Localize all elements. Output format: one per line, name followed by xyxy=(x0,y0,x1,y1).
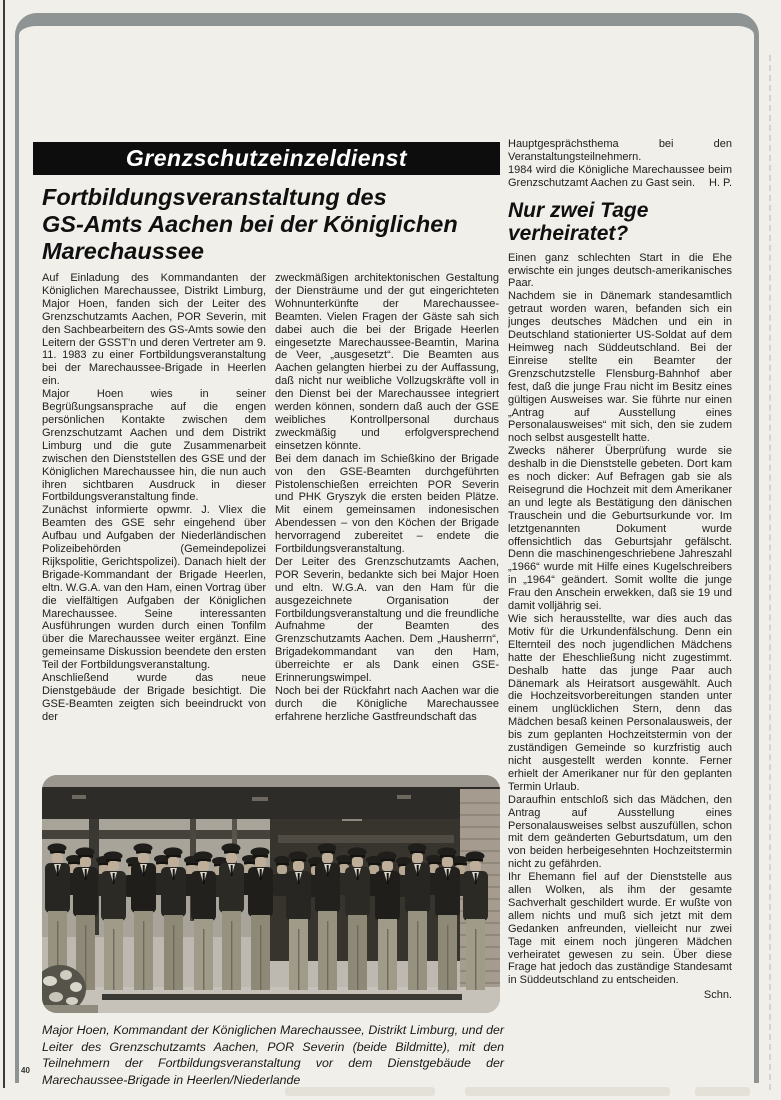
scan-smudge xyxy=(465,1087,670,1096)
section-banner xyxy=(33,142,500,175)
paragraph: Zwecks näherer Überprüfung wurde sie deshalb in die Dienststelle gebeten. Dort kam es noch dicker: Auf Befragen gab sie als Reisegrund die Hochzeit mit dem Amerikaner an und legte als Bestätigung den dänischen Trauschein und die Geburtsurkunde vor. Im letztgenannten Dokument wurde offensichtlich das Geburtsjahr gefälscht. Denn die maschinengeschriebene Jahreszahl „1966“ wurde mit Hilfe eines Kugelschreibers in „1964“ geändert. Somit wollte die junge Frau den Anschein erwekken, daß sie 19 und damit volljährig sei. xyxy=(508,445,732,613)
paragraph: Auf Einladung des Kommandanten der Königlichen Marechaussee, Distrikt Limburg, Major Hoen, fanden sich der Leiter des Grenzschutzamts Aachen, POR Severin, mit den Sachbearbeitern des GS-Amts sowie den Leitern der GSST'n und deren Vertreter am 9. 11. 1983 zu einer Fortbildungsveranstaltung bei der Marechaussee-Brigade in Heerlen ein. xyxy=(42,272,266,388)
article2-byline: Schn. xyxy=(703,989,732,1002)
paragraph: Hauptgesprächsthema bei den Veranstaltungsteilnehmern. xyxy=(508,138,732,163)
body-column-3 xyxy=(508,138,732,1088)
paragraph: Major Hoen wies in seiner Begrüßungsansprache auf die engen persönlichen Kontakte zwischen dem Grenzschutzamt Aachen und dem Distrikt Limburg und die gute Zusammenarbeit zwischen den Dienststellen des GSE und der Königlichen Marechaussee hin, die nun auch ihren sichtbaren Ausdruck in dieser Fortbildungsveranstaltung finde. xyxy=(42,388,266,504)
paragraph: Anschließend wurde das neue Dienstgebäude der Brigade besichtigt. Die GSE-Beamten zeigten sich beeindruckt von der xyxy=(42,672,266,723)
article2-title-line: verheiratet? xyxy=(508,221,629,245)
group-photo xyxy=(42,775,500,1013)
article2-title-line: Nur zwei Tage xyxy=(508,198,649,222)
scan-smudge xyxy=(695,1087,750,1096)
paragraph: Nachdem sie in Dänemark standesamtlich getraut worden waren, befanden sich ein junges deutsches Mädchen und ein in Deutschland stationierter US-Soldat auf dem Heimweg nach Süddeutschland. Bei der Einreise stellte ein Beamter der Grenzschutzstelle Flensburg-Bahnhof aber fest, daß die junge Frau nicht im Besitz eines gültigen Ausweises war. Sie führte nur einen „Antrag auf Ausstellung eines Personalausweises“ mit sich, den sie zudem noch selbst ausgestellt hatte. xyxy=(508,290,732,445)
paragraph: Bei dem danach im Schießkino der Brigade von den GSE-Beamten durchgeführten Pistolenschießen erreichten POR Severin und PHK Gryszyk die ersten beiden Plätze. Mit einem gemeinsamen indonesischen Abendessen – von den Köchen der Brigade hervorragend zubereitet – endete die Fortbildungsveranstaltung. xyxy=(275,452,499,556)
page-edge-line xyxy=(3,0,5,1088)
article1-byline: H. P. xyxy=(708,176,732,189)
page-number: 40 xyxy=(21,1066,30,1075)
body-column-2 xyxy=(275,272,499,772)
paragraph: Daraufhin entschloß sich das Mädchen, den Antrag auf Ausstellung eines Personalausweises selbst auszufüllen, schon mit dem geänderten Geburtsdatum, um den von beiden herbeigesehnten Hochzeitstermin nicht zu gefährden. xyxy=(508,793,732,871)
article1-title xyxy=(42,184,514,265)
body-column-1 xyxy=(42,272,266,772)
scan-smudge xyxy=(285,1087,435,1096)
photo-caption: Major Hoen, Kommandant der Königlichen Marechaussee, Distrikt Limburg, und der Leiter des Grenzschutzamts Aachen, POR Severin (beide Bildmitte), mit den Teilnehmern der Fortbildungsveranstaltung vor dem Dienstgebäude der Marechaussee-Brigade in Heerlen/Niederlande xyxy=(42,1023,504,1087)
article2-title xyxy=(508,199,732,245)
scan-artifact-dots xyxy=(769,55,771,1090)
paragraph: zweckmäßigen architektonischen Gestaltung der Diensträume und der gut eingerichteten Wohnunterkünfte der Marechaussee-Beamten. Vielen Fragen der Gäste sah sich dabei auch die bei der Brigade Heerlen eingesetzte Marechaussee-Beamtin, Marina de Veer, „ausgesetzt“. Die Beamten aus Aachen gelangten hierbei zu der Auffassung, daß nicht nur weibliche Vollzugskräfte voll in den Dienst bei der Marechaussee integriert werden können, sondern daß auch der GSE weibliches Kontrollpersonal durchaus zweckmäßig und erfolgversprechend einsetzen könnte. xyxy=(275,272,499,452)
paragraph: Einen ganz schlechten Start in die Ehe erwischte ein junges deutsch-amerikanisches Paar. xyxy=(508,251,732,290)
paragraph: 1984 wird die Königliche Marechaussee beim Grenzschutzamt Aachen zu Gast sein. H. P. xyxy=(508,163,732,189)
group-photo-illustration xyxy=(42,775,500,1013)
paragraph: Wie sich herausstellte, war dies auch das Motiv für die Urkundenfälschung. Denn ein Elternteil des noch jugendlichen Mädchens hatte der Eheschließung nicht zugestimmt. Deshalb hatte das junge Paar auch Dänemark als Heiratsort ausgewählt. Auch die Hochzeitsvorbereitungen standen unter einem unglücklichen Stern, denn das Mädchen besaß keinen Personalausweis, der bis zum geplanten Hochzeitstermin von der zuständigen Gemeinde so kurzfristig auch nicht ausgestellt werden konnte. Ferner erhielt der Amerikaner nur für den geplanten Termin Urlaub. xyxy=(508,613,732,793)
paragraph: Zunächst informierte opwmr. J. Vliex die Beamten des GSE sehr eingehend über Aufbau und Aufgaben der Niederländischen Polizeibehörden (Gemeindepolizei Rijkspolitie, Gerichtspolizei). Danach hielt der Brigade-Kommandant der Brigade Heerlen, eltn. W.G.A. van den Ham, einen Vortrag über die vielfältigen Aufgaben der Königlichen Marechaussee. Seine interessanten Ausführungen wurden durch einen Tonfilm über die Marechaussee weiter ergänzt. Eine gemeinsame Diskussion beendete den ersten Teil der Fortbildungsveranstaltung. xyxy=(42,504,266,672)
section-banner-label: Grenzschutzeinzeldienst xyxy=(125,145,408,171)
paragraph: Ihr Ehemann fiel auf der Dienststelle aus allen Wolken, als ihm der gesamte Sachverhalt geschildert wurde. Er wußte von allem nichts und muß sich jetzt mit dem Gedanken anfreunden, vielleicht nur zwei Tage mit einem noch jüngeren Mädchen verheiratet gewesen zu sein. Über diese Frage hat jedoch das zuständige Standesamt in Süddeutschland zu entscheiden. xyxy=(508,871,732,987)
article1-title-line: Fortbildungsveranstaltung des xyxy=(42,184,387,210)
paragraph: Noch bei der Rückfahrt nach Aachen war die durch die Königliche Marechaussee erfahrene herzliche Gastfreundschaft das xyxy=(275,685,499,723)
paragraph: Der Leiter des Grenzschutzamts Aachen, POR Severin, bedankte sich bei Major Hoen und eltn. W.G.A. van den Ham für die ausgezeichnete Organisation der Fortbildungsveranstaltung und die freundliche Aufnahme der Beamten des Grenzschutzamts Aachen. Dem „Hausherrn“, Brigadekommandant van den Ham, überreichte er als Dank einen GSE-Erinnerungswimpel. xyxy=(275,555,499,685)
article1-title-line: GS-Amts Aachen bei der Königlichen xyxy=(42,211,458,237)
article1-title-line: Marechaussee xyxy=(42,238,204,264)
